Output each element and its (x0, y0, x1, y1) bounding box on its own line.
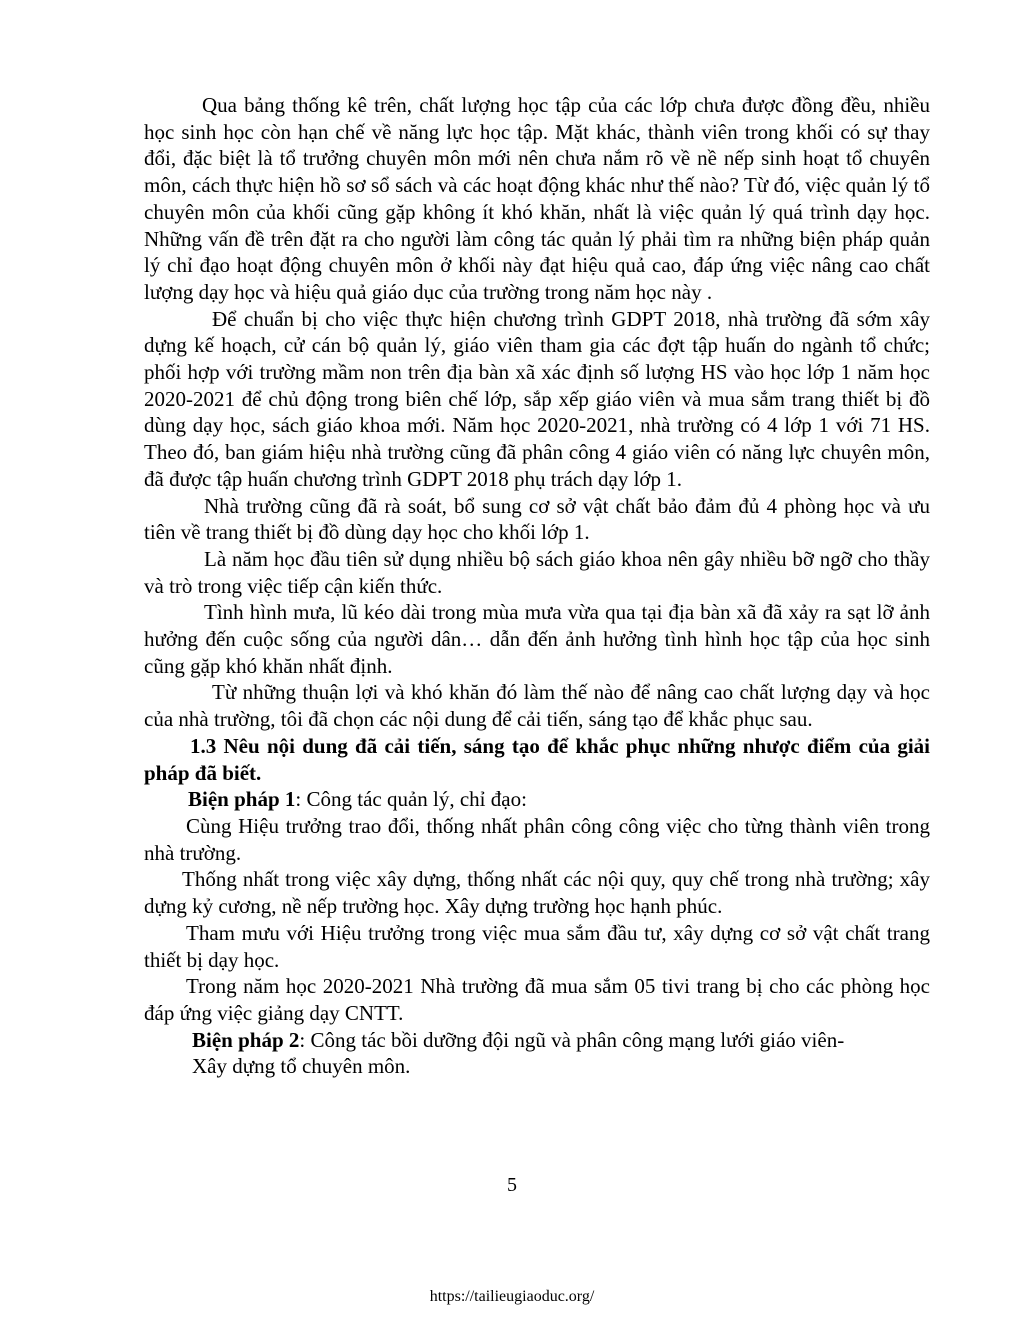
measure-1-text: : Công tác quản lý, chỉ đạo: (295, 787, 527, 812)
paragraph-tv-purchase: Trong năm học 2020-2021 Nhà trường đã mua sắm 05 tivi trang bị cho các phòng học đáp ứng việc giảng dạy CNTT. (144, 974, 930, 1025)
paragraph-floods: Tình hình mưa, lũ kéo dài trong mùa mưa vừa qua tại địa bàn xã đã xảy ra sạt lỡ ảnh hưởng đến cuộc sống của người dân… dẫn đến ảnh hưởng tình hình học tập của học sinh cũng gặp khó khăn nhất định. (144, 600, 930, 678)
section-heading: 1.3 Nêu nội dung đã cải tiến, sáng tạo để khắc phục những nhược điểm của giải pháp đã biết. (144, 733, 930, 785)
footer-url: https://tailieugiaoduc.org/ (429, 1288, 595, 1305)
paragraph-conclusion: Từ những thuận lợi và khó khăn đó làm thế nào để nâng cao chất lượng dạy và học của nhà trường, tôi đã chọn các nội dung để cải tiến, sáng tạo để khắc phục sau. (144, 680, 930, 732)
measure-2-title (144, 1027, 930, 1054)
measure-1-label: Biện pháp 1 (188, 787, 296, 812)
measure-2-text: : Công tác bồi dưỡng đội ngũ và phân công mạng lưới giáo viên- (299, 1027, 845, 1052)
paragraph-regulations: Thống nhất trong việc xây dựng, thống nhất các nội quy, quy chế trong nhà trường; xây dựng kỷ cương, nề nếp trường học. Xây dựng trường học hạnh phúc. (144, 867, 930, 919)
measure-1-title (144, 786, 930, 813)
paragraph-textbooks: Là năm học đầu tiên sử dụng nhiều bộ sách giáo khoa nên gây nhiều bỡ ngỡ cho thầy và trò trong việc tiếp cận kiến thức. (144, 546, 930, 598)
paragraph-gdpt-preparation: Để chuẩn bị cho việc thực hiện chương trình GDPT 2018, nhà trường đã sớm xây dựng kế hoạch, cử cán bộ quản lý, giáo viên tham gia các đợt tập huấn do ngành tổ chức; phối hợp với trường mầm non trên địa bàn xã xác định số lượng HS vào học lớp 1 năm học 2020-2021 để chủ động trong biên chế lớp, sắp xếp giáo viên và mua sắm trang thiết bị đồ dùng dạy học, sách giáo khoa mới. Năm học 2020-2021, nhà trường có 4 lớp 1 với 71 HS. Theo đó, ban giám hiệu nhà trường cũng đã phân công 4 giáo viên có năng lực chuyên môn, đã được tập huấn chương trình GDPT 2018 phụ trách dạy lớp 1. (144, 306, 930, 491)
page-number: 5 (507, 1174, 517, 1196)
measure-2-continuation: Xây dựng tổ chuyên môn. (192, 1054, 411, 1079)
document-body (144, 92, 930, 1080)
paragraph-quality-summary: Qua bảng thống kê trên, chất lượng học tập của các lớp chưa được đồng đều, nhiều học sinh học còn hạn chế về năng lực học tập. Mặt khác, thành viên trong khối có sự thay đổi, đặc biệt là tổ trưởng chuyên môn mới nên chưa nắm rõ về nề nếp sinh hoạt tổ chuyên môn, cách thực hiện hồ sơ sổ sách và các hoạt động khác như thế nào? Từ đó, việc quản lý tổ chuyên môn của khối cũng gặp không ít khó khăn, nhất là việc quản lý quá trình dạy học. Những vấn đề trên đặt ra cho người làm công tác quản lý phải tìm ra những biện pháp quản lý chỉ đạo hoạt động chuyên môn ở khối này đạt hiệu quả cao, đáp ứng việc nâng cao chất lượng dạy học và hiệu quả giáo dục của trường trong năm học này . (144, 93, 930, 304)
paragraph-facilities: Nhà trường cũng đã rà soát, bổ sung cơ sở vật chất bảo đảm đủ 4 phòng học và ưu tiên về trang thiết bị đồ dùng dạy học cho khối lớp 1. (144, 493, 930, 545)
paragraph-investment: Tham mưu với Hiệu trưởng trong việc mua sắm đầu tư, xây dựng cơ sở vật chất trang thiết bị dạy học. (144, 920, 930, 972)
measure-2-label: Biện pháp 2 (192, 1027, 300, 1052)
paragraph-assignment: Cùng Hiệu trưởng trao đổi, thống nhất phân công công việc cho từng thành viên trong nhà trường. (144, 813, 930, 865)
